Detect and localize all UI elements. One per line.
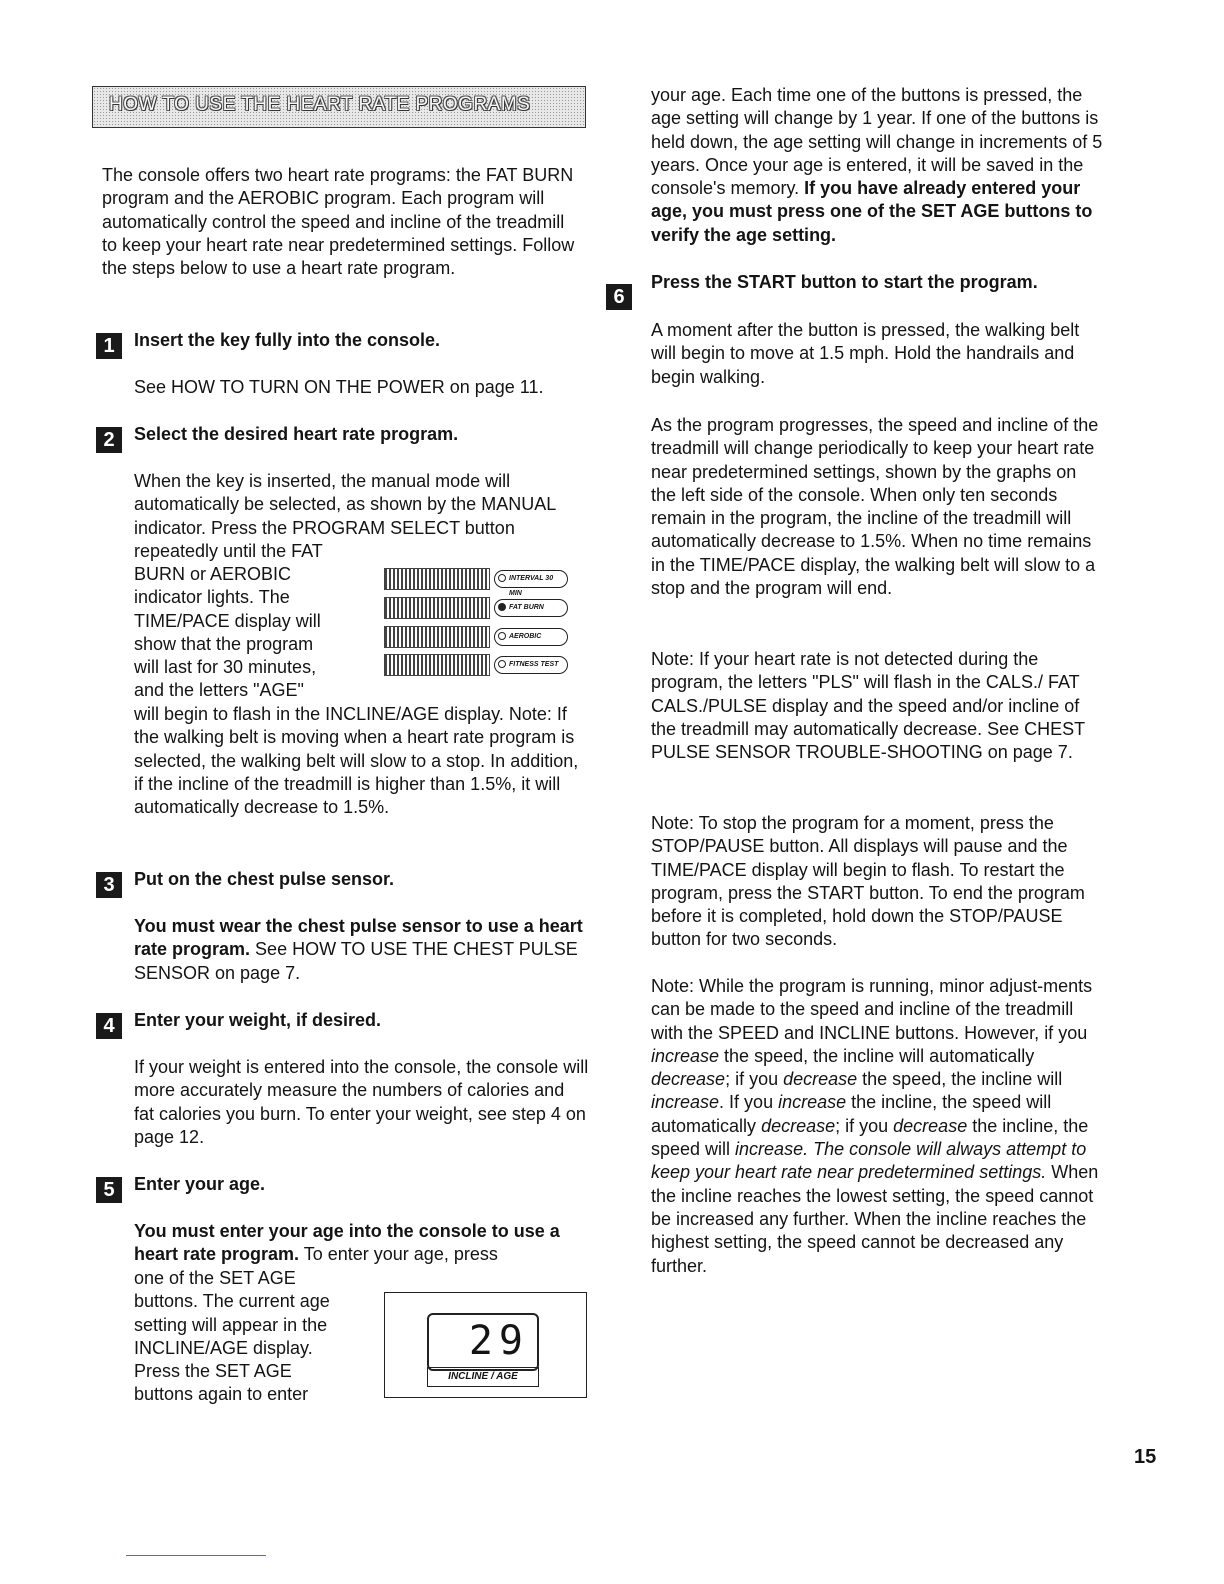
lcd-window [427, 1313, 539, 1371]
wrap-line: and the letters "AGE" [134, 680, 304, 701]
section-banner [92, 86, 586, 128]
step-3-badge: 3 [96, 872, 122, 898]
indicator-pill: AEROBIC [494, 628, 568, 646]
step-1-body: See HOW TO TURN ON THE POWER on page 11. [134, 377, 544, 397]
page-number: 15 [1134, 1446, 1157, 1468]
section-title: HOW TO USE THE HEART RATE PROGRAMS [109, 94, 531, 115]
step-6-badge: 6 [606, 284, 632, 310]
step-4-badge: 4 [96, 1013, 122, 1039]
step-1-title: Insert the key fully into the console. [134, 330, 441, 350]
step-5-title: Enter your age. [134, 1174, 266, 1194]
step-2-wrap [134, 563, 379, 703]
indicator-pill: INTERVAL 30 MIN [494, 570, 568, 588]
step-5-badge: 5 [96, 1177, 122, 1203]
wrap-line: indicator lights. The [134, 587, 290, 608]
wrap-line: TIME/PACE display will [134, 610, 321, 631]
indicator-dot-icon [498, 574, 506, 582]
step-1-badge: 1 [96, 333, 122, 359]
step-4-title: Enter your weight, if desired. [134, 1010, 382, 1030]
indicator-row [384, 568, 586, 597]
wrap-line: BURN or AEROBIC [134, 564, 292, 584]
step-2-body-a: When the key is inserted, the manual mode will automatically be selected, as shown by the MANUAL indicator. Press the PROGRAM SELECT button repeatedly until the FAT [134, 471, 556, 561]
indicator-row [384, 626, 586, 648]
indicator-pill: FAT BURN [494, 599, 568, 617]
indicator-dot-icon [498, 603, 506, 611]
bar-graph-icon [384, 568, 490, 590]
step-2-title: Select the desired heart rate program. [134, 424, 459, 444]
step-6-title: Press the START button to start the program. [651, 272, 1038, 292]
step-2-badge: 2 [96, 427, 122, 453]
indicator-row [384, 597, 586, 619]
pulse-note: Note: If your heart rate is not detected during the program, the letters "PLS" will flash in the CALS./ FAT CALS./PULSE display and the speed and/or incline of the treadmill may automatically decrease. See CHEST PULSE SENSOR TROUBLE-SHOOTING on page 7. [651, 649, 1085, 763]
step-4-body: If your weight is entered into the console, the console will more accurately measure the numbers of calories and fat calories you burn. To enter your weight, see step 4 on page 12. [134, 1057, 589, 1147]
incline-age-label: INCLINE / AGE [427, 1367, 539, 1387]
wrap-line: setting will appear in the [134, 1314, 328, 1335]
indicator-pill: FITNESS TEST [494, 656, 568, 674]
step-3-body: You must wear the chest pulse sensor to use a heart rate program. See HOW TO USE THE CHEST PULSE SENSOR on page 7. [134, 916, 583, 983]
step-3-title: Put on the chest pulse sensor. [134, 869, 395, 889]
age-digits: 29 [468, 1318, 529, 1364]
wrap-line: will last for 30 minutes, [134, 657, 317, 678]
indicator-dot-icon [498, 632, 506, 640]
intro-paragraph: The console offers two heart rate programs: the FAT BURN program and the AEROBIC program. Each program will automatically control the speed and incline of the treadmill to keep your heart rate near predetermined settings. Follow the steps below to use a heart rate program. [102, 165, 575, 279]
wrap-line: Press the SET AGE [134, 1361, 292, 1382]
bottom-divider [126, 1555, 266, 1556]
indicator-row [384, 654, 586, 676]
stop-note: Note: To stop the program for a moment, press the STOP/PAUSE button. All displays will pause and the TIME/PACE display will begin to flash. To restart the program, press the START button. To end the program before it is completed, hold down the STOP/PAUSE button for two seconds. [651, 813, 1085, 950]
bar-graph-icon [384, 597, 490, 619]
wrap-line: one of the SET AGE [134, 1268, 296, 1288]
step-6-para-2: As the program progresses, the speed and incline of the treadmill will change periodically to keep your heart rate near predetermined settings, shown by the graphs on the left side of the console. When only ten seconds remain in the program, the incline of the treadmill will automatically decrease to 1.5%. When no time remains in the TIME/PACE display, the walking belt will slow to a stop and the program will end. [651, 415, 1099, 599]
wrap-line: buttons again to enter [134, 1384, 309, 1405]
program-indicator-figure [384, 568, 586, 676]
step-5-wrap [134, 1267, 379, 1407]
bar-graph-icon [384, 626, 490, 648]
wrap-line: show that the program [134, 633, 314, 654]
incline-age-display-figure [384, 1292, 587, 1398]
wrap-line: INCLINE/AGE display. [134, 1337, 313, 1358]
wrap-line: buttons. The current age [134, 1291, 330, 1312]
step-5-body: You must enter your age into the console to use a heart rate program. To enter your age, press [134, 1221, 560, 1265]
step-2-body-b: will begin to flash in the INCLINE/AGE display. Note: If the walking belt is moving when a heart rate program is selected, the walking belt will slow to a stop. In addition, if the incline of the treadmill is higher than 1.5%, it will automatically decrease to 1.5%. [134, 704, 579, 818]
step-6-para-1: A moment after the button is pressed, the walking belt will begin to move at 1.5 mph. Hold the handrails and begin walking. [651, 320, 1080, 387]
bar-graph-icon [384, 654, 490, 676]
step-5-continued: your age. Each time one of the buttons is pressed, the age setting will change by 1 year. If one of the buttons is held down, the age setting will change in increments of 5 years. Once your age is entered, it will be saved in the console's memory. If you have already entered your age, you must press one of the SET AGE buttons to verify the age setting. [651, 85, 1103, 245]
indicator-dot-icon [498, 660, 506, 668]
adjustment-note: Note: While the program is running, minor adjust-ments can be made to the speed and incline of the treadmill with the SPEED and INCLINE buttons. However, if you increase the speed, the incline will automatically decrease; if you decrease the speed, the incline will increase. If you increase the incline, the speed will automatically decrease; if you decrease the incline, the speed will increase. The console will always attempt to keep your heart rate near predetermined settings. When the incline reaches the lowest setting, the speed cannot be increased any further. When the incline reaches the highest setting, the speed cannot be decreased any further. [651, 976, 1099, 1276]
